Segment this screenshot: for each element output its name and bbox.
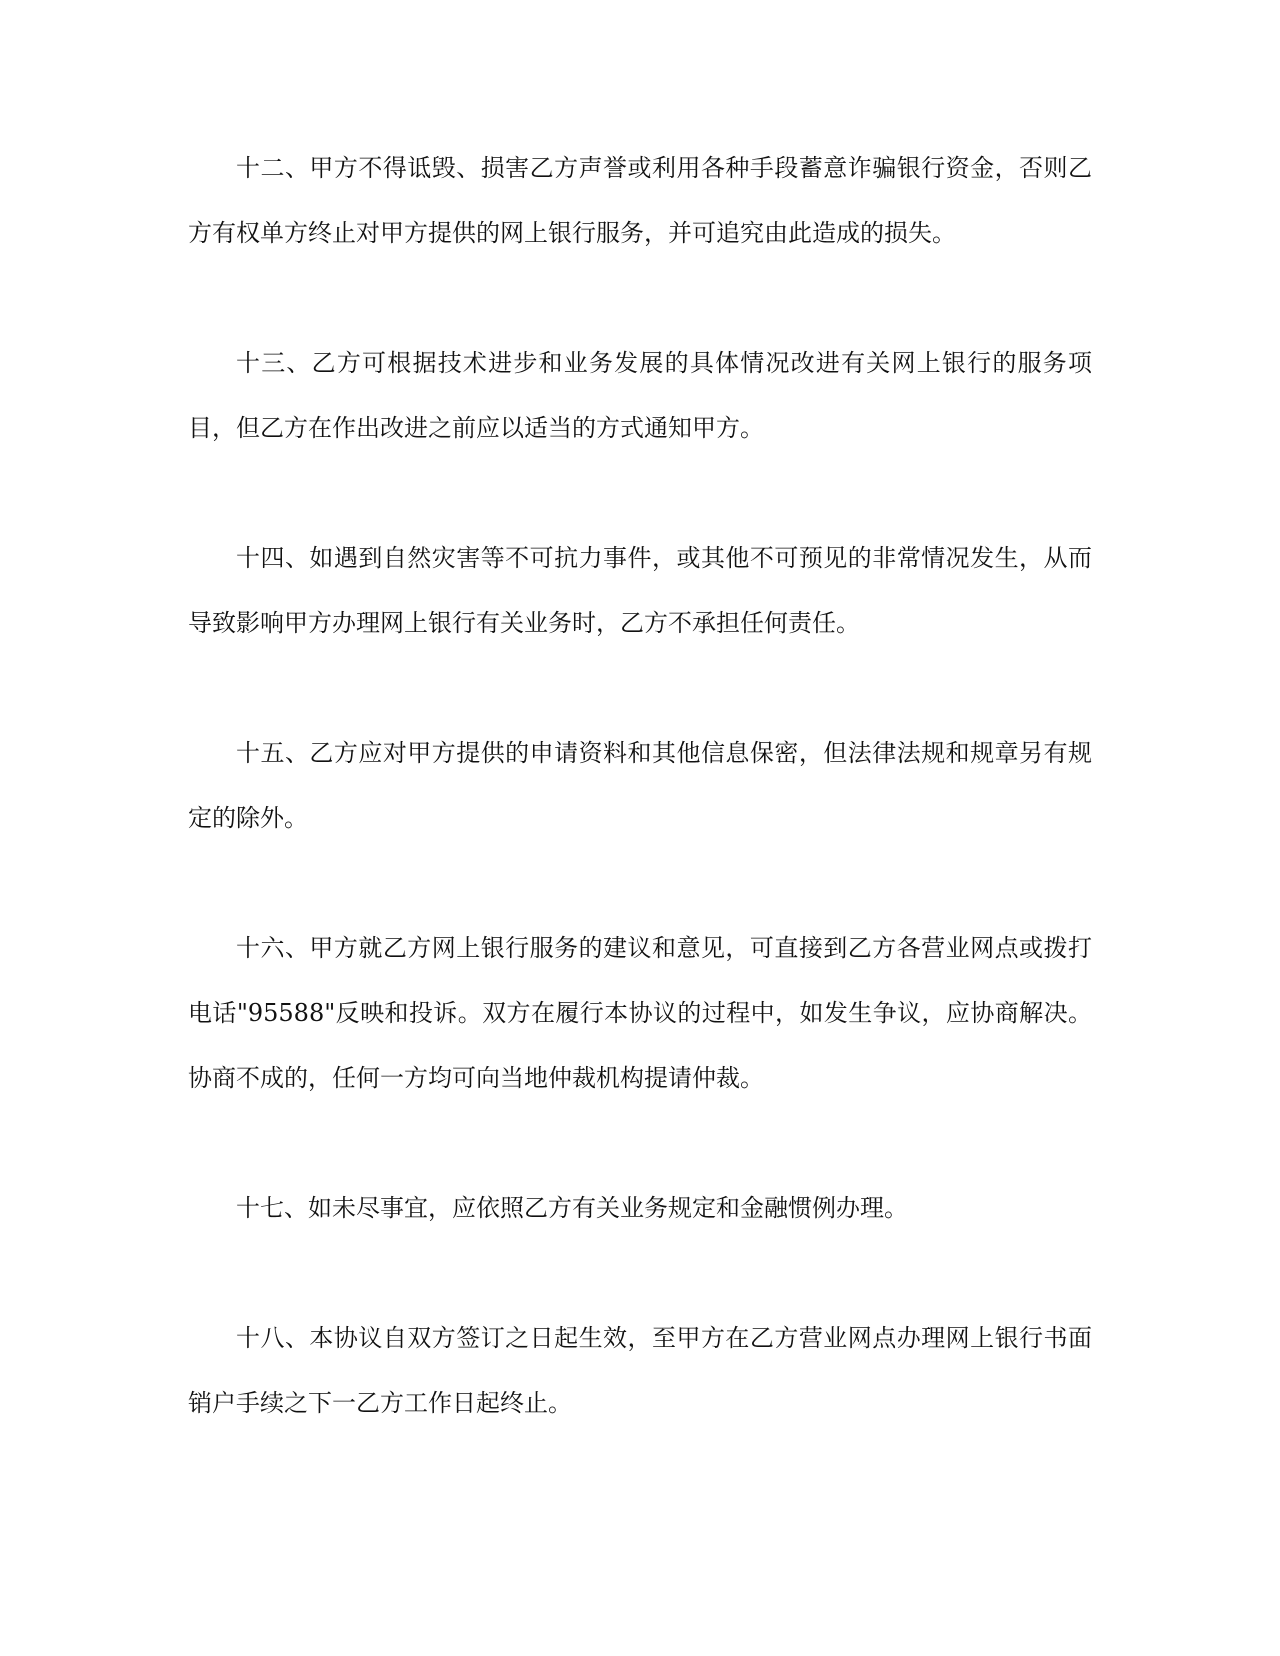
clause-18: 十八、本协议自双方签订之日起生效，至甲方在乙方营业网点办理网上银行书面销户手续之下一乙方工作日起终止。 <box>188 1324 1092 1417</box>
clause-12: 十二、甲方不得诋毁、损害乙方声誉或利用各种手段蓄意诈骗银行资金，否则乙方有权单方终止对甲方提供的网上银行服务，并可追究由此造成的损失。 <box>188 154 1092 247</box>
clause-17: 十七、如未尽事宜，应依照乙方有关业务规定和金融惯例办理。 <box>236 1194 908 1222</box>
clause-15: 十五、乙方应对甲方提供的申请资料和其他信息保密，但法律法规和规章另有规定的除外。 <box>188 739 1092 832</box>
clause-16: 十六、甲方就乙方网上银行服务的建议和意见，可直接到乙方各营业网点或拨打电话"95588"反映和投诉。双方在履行本协议的过程中，如发生争议，应协商解决。协商不成的，任何一方均可向当地仲裁机构提请仲裁。 <box>188 934 1092 1092</box>
clause-13: 十三、乙方可根据技术进步和业务发展的具体情况改进有关网上银行的服务项目，但乙方在作出改进之前应以适当的方式通知甲方。 <box>188 349 1092 442</box>
clause-14: 十四、如遇到自然灾害等不可抗力事件，或其他不可预见的非常情况发生，从而导致影响甲方办理网上银行有关业务时，乙方不承担任何责任。 <box>188 544 1092 637</box>
